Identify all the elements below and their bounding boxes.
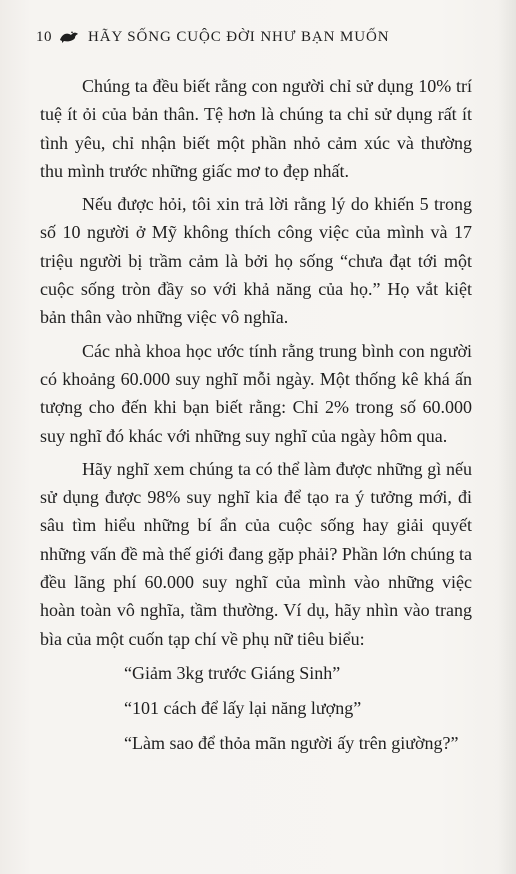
quote-item: “Giảm 3kg trước Giáng Sinh”: [124, 662, 341, 683]
paragraph-3: Các nhà khoa học ước tính rằng trung bình con người có khoảng 60.000 suy nghĩ mỗi ngày. Một thống kê khá ấn tượng cho đến khi bạn biết rằng: Chỉ 2% trong số 60.000 suy nghĩ đó khác với những suy nghĩ của ngày hôm qua.: [40, 340, 472, 446]
paragraph-4: Hãy nghĩ xem chúng ta có thể làm được những gì nếu sử dụng được 98% suy nghĩ kia để tạo ra ý tưởng mới, đi sâu tìm hiểu những bí ẩn của cuộc sống hay giải quyết những vấn đề mà thế giới đang gặp phải? Phần lớn chúng ta đều lãng phí 60.000 suy nghĩ của mình vào những việc hoàn toàn vô nghĩa, tầm thường. Ví dụ, hãy nhìn vào trang bìa của một cuốn tạp chí về phụ nữ tiêu biểu:: [40, 458, 472, 649]
paragraph-1: Chúng ta đều biết rằng con người chỉ sử dụng 10% trí tuệ ít ỏi của bản thân. Tệ hơn là chúng ta chỉ sử dụng rất ít tình yêu, chỉ nhận biết một phần nhỏ cảm xúc và thường thu mình trước những giấc mơ to đẹp nhất.: [40, 76, 472, 181]
page-edge-shadow: [498, 0, 516, 874]
paragraph-2: Nếu được hỏi, tôi xin trả lời rằng lý do khiến 5 trong số 10 người ở Mỹ không thích công việc của mình và 17 triệu người bị trầm cảm là bởi họ sống “chưa đạt tới một cuộc sống tròn đầy so với khả năng của họ.” Họ vắt kiệt bản thân vào những việc vô nghĩa.: [40, 194, 472, 328]
page-number: 10: [36, 28, 52, 45]
rooster-icon: [58, 30, 80, 44]
running-header: [36, 24, 389, 50]
body-text: [40, 72, 472, 763]
quote-item: “Làm sao để thỏa mãn người ấy trên giường?”: [124, 732, 459, 753]
quote-list: [40, 658, 472, 758]
running-title: HÃY SỐNG CUỘC ĐỜI NHƯ BẠN MUỐN: [88, 28, 390, 45]
quote-item: “101 cách để lấy lại năng lượng”: [124, 697, 362, 718]
